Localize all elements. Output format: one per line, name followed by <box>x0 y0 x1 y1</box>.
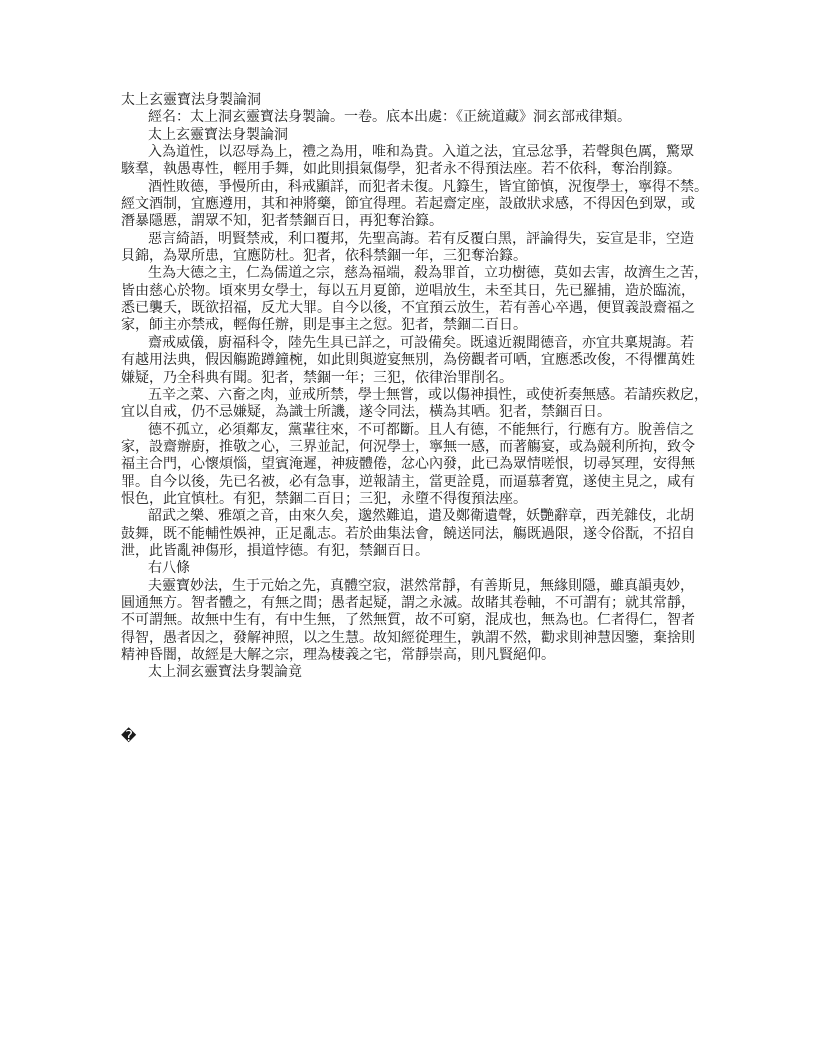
text-line: 惡言綺語，明賢禁戒，利口覆邦，先聖高誨。若有反覆白黑，評論得失，妄宣是非，空造 <box>148 230 694 247</box>
text-line: 泄，此皆亂神傷形，損道悖德。有犯，禁錮百日。 <box>121 542 429 559</box>
text-line: 悉已襲夭，既欲招福，反尤大罪。自今以後，不宜預云放生，若有善心卒遇，便買義設齋福之 <box>121 300 695 317</box>
text-line: 德不孤立，必須鄰友，黨輩往來，不可都斷。且人有德，不能無行，行應有方。脫善信之 <box>148 421 694 438</box>
text-line: 有越用法典，假因觴跪蹲鐘椀，如此則與遊宴無別，為傍觀者可哂，宜應悉改俊，不得懼萬姓 <box>121 352 695 369</box>
text-line: 齋戒威儀，廚福科令，陸先生具已詳之，可設備矣。既遠近親聞德音，亦宜共稟規誨。若 <box>148 334 694 351</box>
text-line: 宜以自戒，仍不忌嫌疑，為識士所譏，遂令同法，橫為其哂。犯者，禁錮百日。 <box>121 404 611 421</box>
text-line: 圓通無方。智者體之，有無之間；愚者起疑，謂之永滅。故睹其卷軸，不可謂有；就其常靜， <box>121 594 695 611</box>
text-line: 罪。自今以後，先已名被，必有急事，逆報請主，當更詮覓，而逼慕奢寬，遂使主見之，咸有 <box>121 473 695 490</box>
text-line: 太上洞玄靈寶法身製論竟 <box>148 664 302 681</box>
text-line: 生為大德之主，仁為儒道之宗，慈為福端，殺為罪首，立功樹德，莫如去害，故濟生之苦， <box>148 265 708 282</box>
text-line: 經名：太上洞玄靈寶法身製論。一卷。底本出處：《正統道藏》洞玄部戒律類。 <box>148 109 631 126</box>
text-line: 韶武之樂、雅頌之音，由來久矣，邈然難追，遣及鄭衛遺聲，妖艷辭章，西羌雜伎，北胡 <box>148 508 694 525</box>
text-line: 得智，愚者因之，發解神照，以之生慧。故知經從理生，孰謂不然，勸求則神慧因鑒，棄捨則 <box>121 629 695 646</box>
text-line: 貝錦，為眾所患，宜應防杜。犯者，依科禁錮一年，三犯奪治籙。 <box>121 248 527 265</box>
document-title: 太上玄靈寶法身製論洞 <box>121 92 261 108</box>
text-line: 皆由慈心於物。頃來男女學士，每以五月夏節，逆唱放生，未至其日，先已羅捕，造於臨流， <box>121 282 695 299</box>
text-line: 家，師主亦禁戒，輕侮任辦，則是事主之愆。犯者，禁錮二百日。 <box>121 317 527 334</box>
text-line: 嫌疑，乃全科典有聞。犯者，禁錮一年；三犯，依律治罪削名。 <box>121 369 513 386</box>
text-line: 夫靈寶妙法，生于元始之先，真體空寂，湛然常靜，有善斯見，無緣則隱，雖真韻夷妙， <box>148 577 694 594</box>
replacement-character: � <box>121 727 137 745</box>
text-line: 不可謂無。故無中生有，有中生無，了然無質，故不可窮，混成也，無為也。仁者得仁，智者 <box>121 612 695 629</box>
text-line: 五辛之菜、六畜之肉，並戒所禁，學士無嘗，或以傷神損性，或使祈奏無感。若請疾救戹， <box>148 386 708 403</box>
text-line: 精神昏闇，故經是大解之宗，理為棲義之宅，常靜崇高，則凡賢絕仰。 <box>121 647 555 663</box>
text-line: 駭羣，執愚專性，輕用手舞，如此則損氣傷學，犯者永不得預法座。若不依科，奪治削籙。 <box>121 161 681 178</box>
text-line: 經文酒制，宜應遵用，其和神將藥，節宜得理。若起齋定座，設啟狀求感，不得因色到眾，或 <box>121 196 695 213</box>
text-line: 右八條 <box>148 560 190 577</box>
text-line: 鼓舞，既不能輔性娛神，正足亂志。若於曲集法會，饒送同法，觴既過限，遂令俗翫，不招自 <box>121 525 695 542</box>
text-line: 福主合門，心懷煩惱，望賓淹遲，神疲體倦，忿心內發，此已為眾情嗟恨，切尋冥理，安得無 <box>121 456 695 473</box>
text-line: 家，設齋辦廚，推敬之心，三界並記，何況學士，寧無一感，而著觴宴，或為競利所拘，致令 <box>121 438 695 455</box>
text-line: 潛暴隱慝，謂眾不知，犯者禁錮百日，再犯奪治籙。 <box>121 213 443 230</box>
document-body <box>121 92 721 682</box>
text-line: 太上玄靈寶法身製論洞 <box>148 126 288 143</box>
text-line: 入為道性，以忍辱為上，禮之為用，唯和為貴。入道之法，宜忌忿爭，若聲與色厲，驚眾 <box>148 144 694 161</box>
text-line: 恨色，此宜慎杜。有犯，禁錮二百日；三犯，永墮不得復預法座。 <box>121 490 527 507</box>
text-line: 酒性敗德，爭慢所由，科戒顯詳，而犯者未復。凡籙生，皆宜節慎，況復學士，寧得不禁。 <box>148 178 708 195</box>
